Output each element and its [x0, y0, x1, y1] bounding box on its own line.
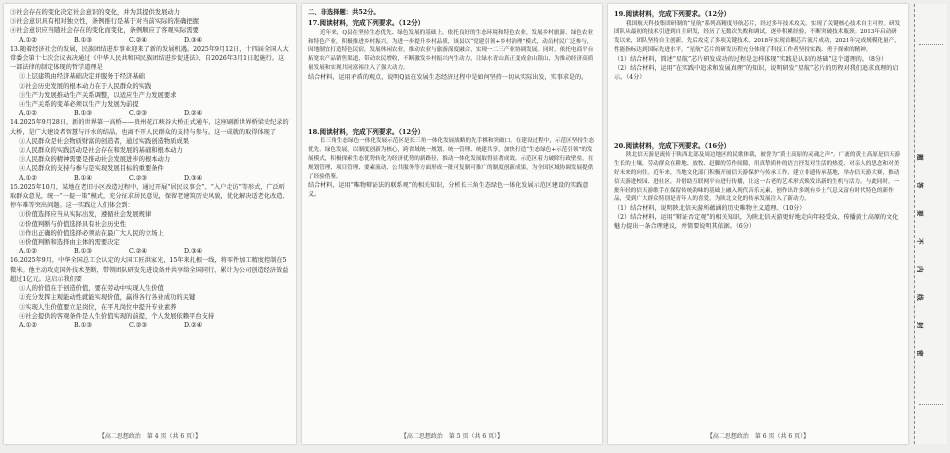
choice: ④生产关系的变革必须以生产力发展为前提: [19, 101, 139, 109]
page-footer: 【高二思想政治 第 5 页（共 6 页）】: [400, 433, 504, 440]
question-14: [10, 118, 290, 182]
page-footer: 【高二思想政治 第 4 页（共 6 页）】: [98, 433, 202, 440]
q16-options: [10, 321, 290, 330]
page-5: [302, 4, 602, 444]
question-20-task-1: （1）结合材料，说明陕北信天游所蕴涵的历史唯物主义道理。（10分）: [614, 205, 806, 213]
choice: ②人民群众的实践活动是社会存在和发展的基础和根本动力: [19, 147, 183, 155]
choice: ②价值判断与价值选择具有社会历史性: [19, 220, 127, 228]
option-a: A.①②: [19, 174, 37, 182]
strip-label: 线: [916, 294, 924, 301]
question-20-task-2: （2）结合材料，运用“辩证否定观”的相关知识，为陕北信天游更好地走向年轻受众、传播黄土高原的文化魅力提出一条合理建议，并简要说明其依据。（6分）: [614, 214, 899, 231]
question-18-title: 18.阅读材料，完成下列要求。（12分）: [308, 127, 425, 136]
option-c: C.②③: [129, 321, 147, 329]
question-19-title: 19.阅读材料，完成下列要求。（12分）: [614, 10, 731, 18]
section-title: 二、非选择题：共52分。: [308, 9, 380, 16]
question-17-title: 17.阅读材料，完成下列要求。（12分）: [308, 19, 425, 28]
choice: ③实现人生价值要立足岗位，在平凡岗位中提升专业素养: [19, 303, 177, 311]
choice: ③人民群众的精神需要是推动社会发展进步的根本动力: [19, 156, 171, 164]
option-b: B.①④: [74, 174, 92, 182]
q14-options: [10, 174, 290, 183]
option-c: C.②④: [129, 248, 147, 256]
strip-label: 答: [916, 182, 924, 189]
option-a: A.①②: [19, 321, 37, 329]
question-18-passage: 长三角生态绿色一体化发展示范区是长三角一体化发展战略的先手棋和突破口。在建设过程中，示范区坚持生态优先、绿色发展，以制度创新为核心，跨省域统一规划、统一管理、统建共享，加快打造“生态绿色+示范引领”的发展模式，积极探索生态优势转化为经济优势的新路径，推动一体化发展取得显著成效。示范区着力破除行政壁垒，在规划管理、项目管理、要素流动、公共服务等方面形成一批可复制可推广的制度创新成果，为全国区域协调发展提供了经验借鉴。: [308, 138, 595, 180]
choice: ③生产力发展推动生产关系调整，以适应生产力发展要求: [19, 91, 177, 99]
strip-label: 密: [916, 350, 924, 357]
choice: ④社会提供的客观条件是人生价值实现的前提，个人发展依赖平台支持: [19, 312, 215, 320]
option-d: D.③④: [184, 248, 203, 256]
option-c: C.②③: [129, 174, 147, 182]
option-a: A.①②: [19, 110, 37, 118]
option-b: B.①③: [74, 36, 92, 44]
option-b: B.①③: [74, 110, 92, 118]
question-stem: 16.2025年9月，中华全国总工会认定的大国工匠洪家光，15年来扎根一线，将零件加工精度控制在5微米。他主动攻克国外技术垄断，带领团队研发先进设备并共享给全国同行，累计为公司创造经济效益超过1亿元。这启示我们要: [10, 257, 289, 283]
question-stem: 14.2025年9月28日，新的世界第一高桥——贵州花江峡谷大桥正式通车，这座刷新世界桥梁史纪录的大桥，是广大建设者智慧与汗水的结晶，也离不开人民群众的支持与参与。这一成就的取得体现了: [10, 119, 289, 136]
choice: ①价值选择应当从实际出发，遵循社会发展规律: [19, 211, 152, 219]
binding-strip: [914, 4, 947, 444]
option-d: D.②④: [184, 110, 203, 118]
strip-label: 内: [916, 266, 924, 273]
page-6-content: [614, 8, 902, 428]
page-footer: 【高二思想政治 第 6 页（共 6 页）】: [706, 433, 810, 440]
text-line: ③社会意识具有相对独立性，条例推行是基于对当前实际的准确把握: [10, 18, 199, 26]
option-a: A.①②: [19, 36, 37, 44]
question-17-task: 结合材料，运用矛盾的观点，说明Q县在发展生态经济过程中是如何坚持一切从实际出发，实事求是的。: [308, 73, 588, 81]
question-20-title: 20.阅读材料，完成下列要求。（16分）: [614, 141, 731, 150]
divider: [919, 404, 943, 405]
strip-label: 题: [916, 154, 924, 161]
option-b: B.①③: [74, 321, 92, 329]
choice: ④价值判断和选择由主体的需要决定: [19, 239, 120, 247]
option-a: A.①②: [19, 248, 37, 256]
question-stem: 13.随着经济社会的发展，民族团结进步事业迎来了新的发展机遇。2025年9月12日，十四届全国人大常委会第十七次会议表决通过《中华人民共和国民族团结进步促进法》，自2026年3月1日起施行。这一部法律的制定体现的哲学道理是: [10, 45, 289, 72]
choice: ①人民群众是社会物质财富的创造者，通过实践创造物质成果: [19, 137, 190, 145]
question-15: [10, 183, 290, 257]
question-19-passage: 我国航天科技集团研制的“星航”系列高精度导航芯片，经过多年技术攻关，实现了关键核心技术自主可控。研发团队从最初的技术引进到自主研发，经历了无数次失败和调试，逐步积累经验，不断突破技术瓶颈。2013年启动研发以来，团队坚持自主创新，先后攻克了多项关键技术，2018年实现首颗芯片流片成功，2021年完成规模化量产，性能指标达到国际先进水平。“星航”芯片的研发历程充分体现了科技工作者坚持实践、勇于探索的精神。: [614, 20, 901, 53]
text-line: ④社会意识应当随社会存在的变化而变化，条例顺应了客观实际需要: [10, 27, 199, 35]
question-17-passage: 近年来，Q县在坚持生态优先、绿色发展的基础上，依托良好的生态环境和特色农业，发展乡村旅游、绿色农业和特色产业，积极推进乡村振兴。为进一步提升乡村品质，该县以“党建引领+乡村治理”模式，动员村民广泛参与，因地制宜打造特色民宿，发展休闲农业，推动农业与旅游深度融合，实现一二三产业协调发展。同时，依托电商平台拓宽农产品销售渠道，带动农民增收，不断激发乡村振兴内生动力，让绿水青山真正变成金山银山，为推动经济高质量发展和实现共同富裕注入了强大动力。: [308, 29, 594, 71]
choice: ②社会历史发展的根本动力在于人民群众的实践: [19, 82, 152, 90]
choice: ②充分发挥主观能动性就能实现价值，赢得各行各业成功的关键: [19, 294, 196, 302]
page-4-content: [10, 8, 290, 428]
page-6: [608, 4, 908, 444]
option-d: D.③④: [184, 36, 203, 44]
answer-space: [308, 82, 596, 126]
question-20-passage: 陕北信天游是流传于陕西北部及周边地区的民歌体裁，被誉为“黄土高原的灵魂之声”。广袤的黄土高原是信天游生长的土壤，劳动群众在耕地、放牧、赶脚的劳作间隙，用真挚质朴的语言抒发对生活的热爱、对亲人的思念和对美好未来的向往。近年来，当地文化部门积极开展信天游保护与传承工作，建立非遗传承基地，举办信天游大赛，推动信天游进校园、进社区，并借助互联网平台进行传播，让这一古老的艺术形式焕发出新的生机与活力。与此同时，一批年轻的信天游歌手在保留传统韵味的基础上融入现代音乐元素，创作出许多既有乡土气息又富有时代特色的新作品，受到广大群众特别是青年人的喜爱，为陕北文化的传承发展注入了新动力。: [614, 152, 901, 203]
option-d: D.②④: [184, 321, 203, 329]
question-stem: 15.2025年10月，某地在老旧小区改造过程中，通过开展“居民议事会”、“入户走访”等形式，广泛听取群众意见，统一“一提一策”模式，充分征求居民意见，保留老建筑历史风貌，优化解决适老化改造、停车难等突出问题。这一实践让人们体会到：: [10, 183, 289, 210]
option-b: B.①③: [74, 248, 92, 256]
strip-label: 要: [916, 210, 924, 217]
q12-options: [10, 36, 290, 45]
divider: [919, 44, 943, 45]
question-18-task: 结合材料，运用“唯物辩证法的联系观”的相关知识，分析长三角生态绿色一体化发展示范区建设的实践意义。: [308, 182, 589, 199]
q15-options: [10, 247, 290, 256]
question-16: [10, 256, 290, 330]
choice: ③作出正确的价值选择必须站在最广大人民的立场上: [19, 229, 164, 237]
strip-label: 封: [916, 322, 924, 329]
choice: ④人民群众的支持与参与是实现发展目标的重要条件: [19, 165, 164, 173]
question-13: [10, 45, 290, 119]
question-19-task-2: （2）结合材料，运用“在实践中追求和发展真理”的知识，说明研发“星航”芯片的历程对我们追求真理的启示。（4分）: [614, 64, 899, 81]
answer-space: [614, 82, 902, 140]
choice: ①上层建筑由经济基础决定并服务于经济基础: [19, 73, 145, 81]
option-d: D.③④: [184, 174, 203, 182]
page-5-content: [308, 8, 596, 428]
choice: ①人的价值在于创造价值，要在劳动中实现人生价值: [19, 285, 164, 293]
page-4: [4, 4, 296, 444]
strip-label: 不: [916, 238, 924, 245]
text-line: ③社会存在的变化决定社会意识的变化，并为其提供发展动力: [10, 9, 181, 16]
question-19-task-1: （1）结合材料，简述“星航”芯片研发成功的过程是怎样体现“实践是认识的基础”这个道理的。（8分）: [614, 55, 888, 63]
q13-options: [10, 109, 290, 118]
option-c: C.②③: [129, 110, 147, 118]
option-c: C.②④: [129, 36, 147, 44]
